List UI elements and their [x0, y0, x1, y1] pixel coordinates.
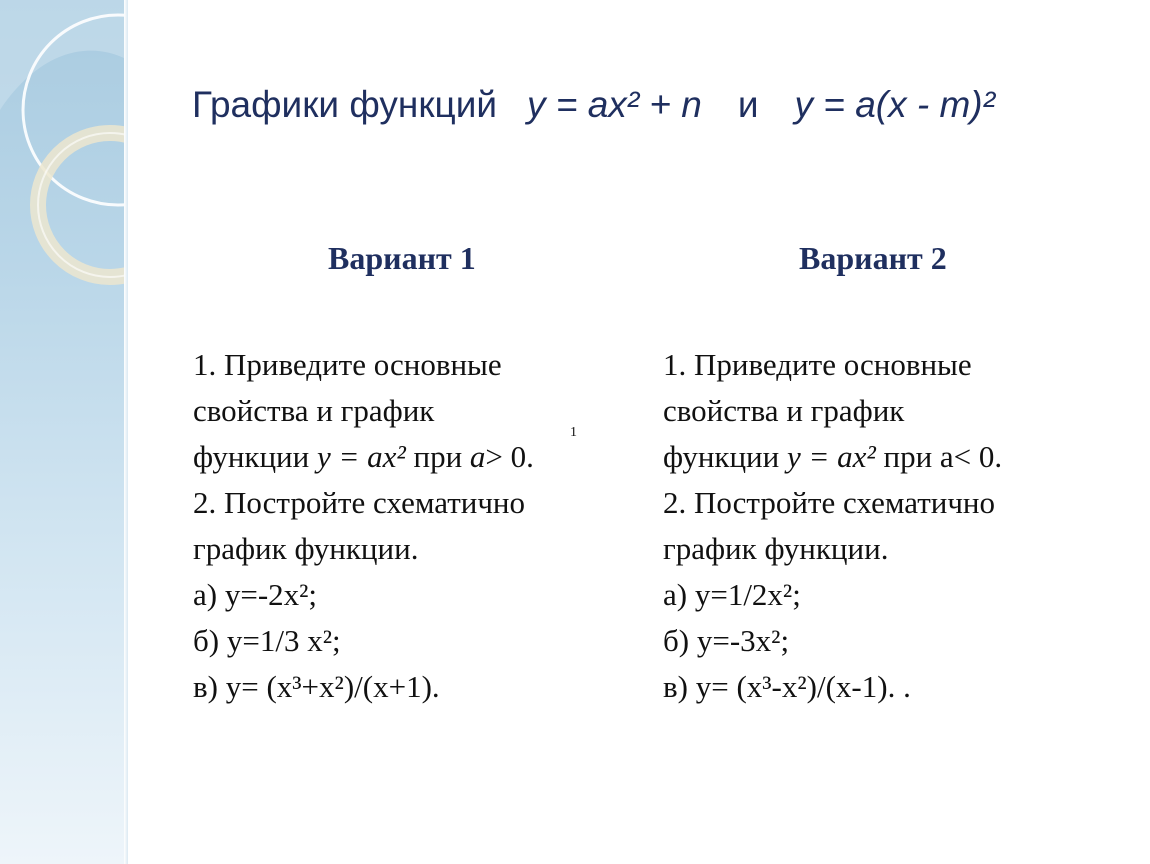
v1-task2-line1: 2. Постройте схематично — [193, 485, 526, 520]
v1-task1-line2: свойства и график — [193, 393, 435, 428]
slide-title — [192, 84, 995, 126]
title-prefix: Графики функций — [192, 84, 498, 125]
v2-item-c: в) y= (x³-x²)/(x-1). . — [663, 669, 911, 704]
decorative-rings-graphic — [0, 0, 128, 864]
variant-1-heading: Вариант 1 — [328, 240, 476, 276]
v1-task1-line1: 1. Приведите основные — [193, 347, 502, 382]
v2-task1-line3 — [663, 434, 1103, 480]
v1-item-b: б) y=1/3 x²; — [193, 623, 341, 658]
superscript-mark: 1 — [570, 425, 577, 440]
side-panel-edge — [124, 0, 128, 864]
v2-task1-line2: свойства и график — [663, 393, 905, 428]
v2-task1-line3-text: функции — [663, 439, 780, 474]
v1-task1-line3-var: a — [469, 439, 486, 474]
v1-item-a: а) y=-2x²; — [193, 577, 318, 612]
variant-1-tasks — [193, 342, 633, 710]
v2-task1-line1: 1. Приведите основные — [663, 347, 972, 382]
v1-item-c: в) y= (x³+x²)/(x+1). — [193, 669, 440, 704]
title-formula-1: y = ax² + n — [527, 84, 702, 125]
v1-task2-line2: график функции. — [193, 531, 419, 566]
v2-item-b: б) y=-3x²; — [663, 623, 790, 658]
variant-2-tasks — [663, 342, 1103, 710]
v1-task1-line3-cond: > 0. — [485, 439, 534, 474]
v1-task1-line3-text: функции — [193, 439, 310, 474]
v1-task1-line3-when: при — [413, 439, 463, 474]
title-formula-2: y = a(x - m)² — [794, 84, 995, 125]
decorative-side-panel — [0, 0, 128, 864]
v2-task2-line2: график функции. — [663, 531, 889, 566]
v2-task1-line3-cond: при а< 0. — [883, 439, 1003, 474]
v2-task2-line1: 2. Постройте схематично — [663, 485, 996, 520]
v2-item-a: а) y=1/2x²; — [663, 577, 801, 612]
v1-task1-line3-formula: y = ax² — [317, 439, 406, 474]
v2-task1-line3-formula: y = ax² — [787, 439, 876, 474]
variant-2-heading: Вариант 2 — [799, 240, 947, 276]
title-conjunction: и — [737, 84, 759, 125]
v1-task1-line3 — [193, 434, 633, 480]
